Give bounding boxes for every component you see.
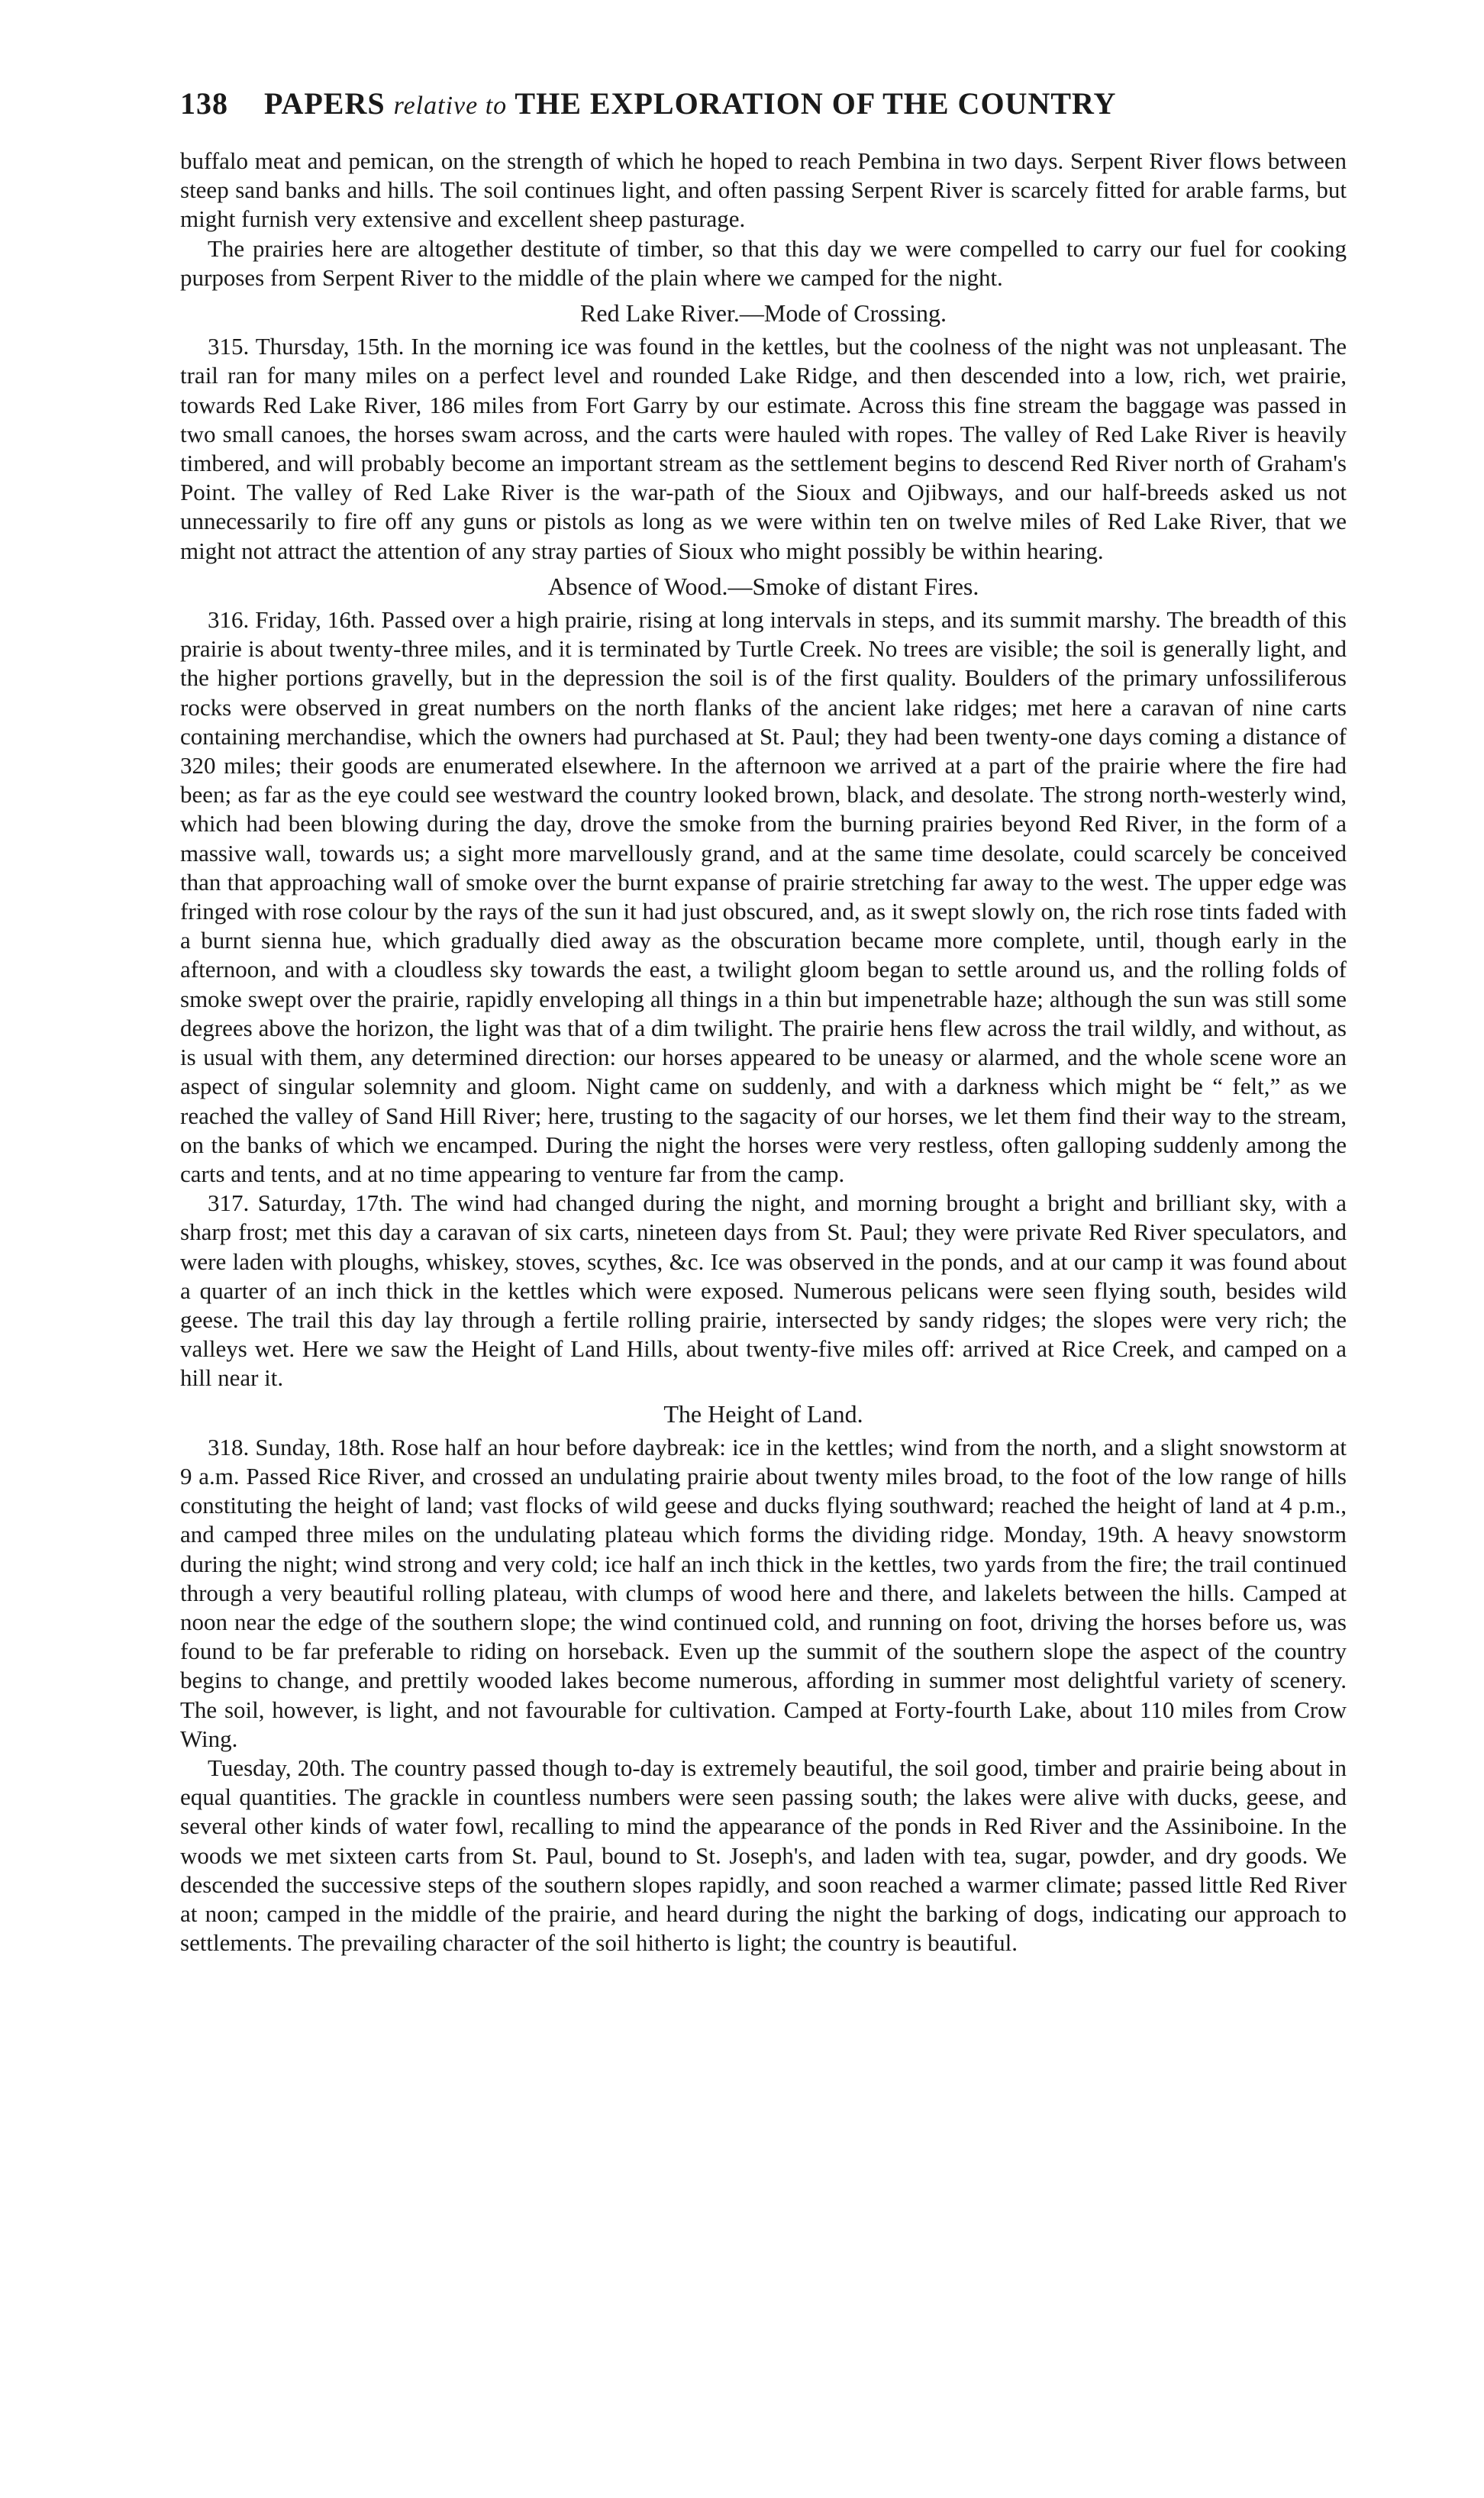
paragraph: The prairies here are altogether destitute of timber, so that this day we were compelled to carry our fuel for cooking purposes from Serpent River to the middle of the plain where we camped for the night. [180,234,1347,291]
paragraph: 315. Thursday, 15th. In the morning ice was found in the kettles, but the coolness of the night was not unpleasant. The trail ran for many miles on a perfect level and rounded Lake Ridge, and then descended into a low, rich, wet prairie, towards Red Lake River, 186 miles from Fort Garry by our estimate. Across this fine stream the baggage was passed in two small canoes, the horses swam across, and the carts were hauled with ropes. The valley of Red Lake River is heavily timbered, and will probably become an important stream as the settlement begins to descend Red River north of Graham's Point. The valley of Red Lake River is the war-path of the Sioux and Ojibways, and our half-breeds asked us not unnecessarily to fire off any guns or pistols as long as we were within ten on twelve miles of Red Lake River, that we might not attract the attention of any stray parties of Sioux who might possibly be within hearing. [180,333,1347,564]
section-heading: The Height of Land. [663,1399,863,1428]
section-heading: Absence of Wood.—Smoke of distant Fires. [547,572,979,600]
section-heading: Red Lake River.—Mode of Crossing. [580,299,947,328]
running-head-part2: THE EXPLORATION OF THE COUNTRY [515,86,1117,121]
running-head-part1: PAPERS [264,86,386,121]
paragraph: buffalo meat and pemican, on the strength of which he hoped to reach Pembina in two days. Serpent River flows between steep sand banks and hills. The soil continues light, and often passing Serpent River is scarcely fitted for arable farms, but might furnish very extensive and excellent sheep pasturage. [180,147,1347,233]
page-number: 138 [180,86,228,121]
running-head-italic: relative to [393,92,508,120]
document-page [142,86,1347,2452]
paragraph: 316. Friday, 16th. Passed over a high prairie, rising at long intervals in steps, and its summit marshy. The breadth of this prairie is about twenty-three miles, and it is terminated by Turtle Creek. No trees are visible; the soil is generally light, and the higher portions gravelly, but in the depression the soil is of the first quality. Boulders of the primary unfossiliferous rocks were observed in great numbers on the north flanks of the ancient lake ridges; met here a caravan of nine carts containing merchandise, which the owners had purchased at St. Paul; they had been twenty-one days coming a distance of 320 miles; their goods are enumerated elsewhere. In the afternoon we arrived at a part of the prairie where the fire had been; as far as the eye could see westward the country looked brown, black, and desolate. The strong north-westerly wind, which had been blowing during the day, drove the smoke from the burning prairies beyond Red River, in the form of a massive wall, towards us; a sight more marvellously grand, and at the same time desolate, could scarcely be conceived than that approaching wall of smoke over the burnt expanse of prairie stretching far away to the west. The upper edge was fringed with rose colour by the rays of the sun it had just obscured, and, as it swept slowly on, the rich rose tints faded with a burnt sienna hue, which gradually died away as the obscuration became more complete, until, though early in the afternoon, and with a cloudless sky towards the east, a twilight gloom began to settle around us, and the rolling folds of smoke swept over the prairie, rapidly enveloping all things in a thin but impenetrable haze; although the sun was still some degrees above the horizon, the light was that of a dim twilight. The prairie hens flew across the trail wildly, and without, as is usual with them, any determined direction: our horses appeared to be uneasy or alarmed, and the whole scene wore an aspect of singular solemnity and gloom. Night came on suddenly, and with a darkness which might be “ felt,” as we reached the valley of Sand Hill River; here, trusting to the sagacity of our horses, we let them find their way to the stream, on the banks of which we encamped. During the night the horses were very restless, often galloping suddenly among the carts and tents, and at no time appearing to venture far from the camp. [180,606,1347,1187]
paragraph: Tuesday, 20th. The country passed though to-day is extremely beautiful, the soil good, timber and prairie being about in equal quantities. The grackle in countless numbers were seen passing south; the lakes were alive with ducks, geese, and several other kinds of water fowl, recalling to mind the appearance of the ponds in Red River and the Assiniboine. In the woods we met sixteen carts from St. Paul, bound to St. Joseph's, and laden with tea, sugar, powder, and dry goods. We descended the successive steps of the southern slopes rapidly, and soon reached a warmer climate; passed little Red River at noon; camped in the middle of the prairie, and heard during the night the barking of dogs, indicating our approach to settlements. The prevailing character of the soil hitherto is light; the country is beautiful. [180,1754,1347,1957]
page-body [180,147,1347,1957]
running-head [264,86,1116,121]
paragraph: 318. Sunday, 18th. Rose half an hour before daybreak: ice in the kettles; wind from the north, and a slight snowstorm at 9 a.m. Passed Rice River, and crossed an undulating prairie about twenty miles broad, to the foot of the low range of hills constituting the height of land; vast flocks of wild geese and ducks flying southward; reached the height of land at 4 p.m., and camped three miles on the undulating plateau which forms the dividing ridge. Monday, 19th. A heavy snowstorm during the night; wind strong and very cold; ice half an inch thick in the kettles, two yards from the fire; the trail continued through a very beautiful rolling plateau, with clumps of wood here and there, and lakelets between the hills. Camped at noon near the edge of the southern slope; the wind continued cold, and running on foot, driving the horses before us, was found to be far preferable to riding on horseback. Even up the summit of the southern slope the aspect of the country begins to change, and prettily wooded lakes become numerous, affording in summer most delightful variety of scenery. The soil, however, is light, and not favourable for cultivation. Camped at Forty-fourth Lake, about 110 miles from Crow Wing. [180,1433,1347,1752]
page-header [142,86,1344,133]
paragraph: 317. Saturday, 17th. The wind had changed during the night, and morning brought a bright and brilliant sky, with a sharp frost; met this day a caravan of six carts, nineteen days from St. Paul; they were private Red River speculators, and were laden with ploughs, whiskey, stoves, scythes, &c. Ice was observed in the ponds, and at our camp it was found about a quarter of an inch thick in the kettles which were exposed. Numerous pelicans were seen flying south, besides wild geese. The trail this day lay through a fertile rolling prairie, intersected by sandy ridges; the slopes were very rich; the valleys wet. Here we saw the Height of Land Hills, about twenty-five miles off: arrived at Rice Creek, and camped on a hill near it. [180,1189,1347,1392]
